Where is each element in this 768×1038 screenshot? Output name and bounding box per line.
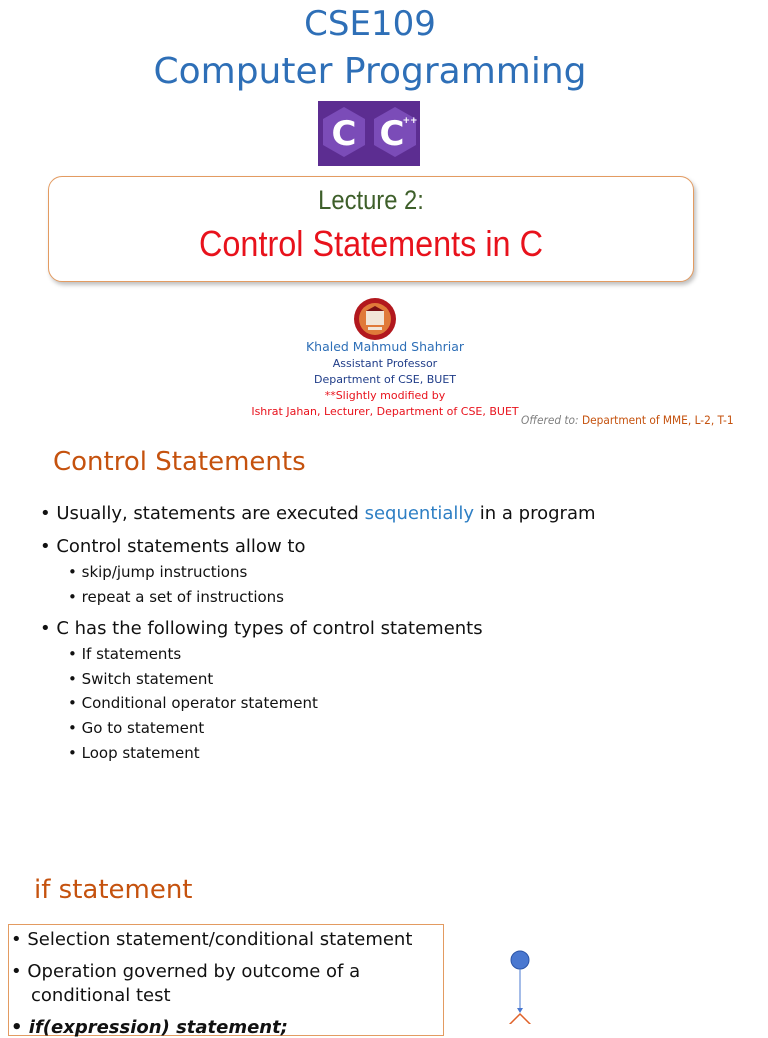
sub-bullet-text: repeat a set of instructions: [81, 588, 285, 606]
sub-bullet-text: Go to statement: [81, 719, 205, 737]
sub-bullet-text: Switch statement: [81, 670, 214, 688]
if-bullet-syntax: • if(expression) statement;: [11, 1017, 288, 1038]
course-name: Computer Programming: [153, 51, 587, 92]
bullet-sequential: • Usually, statements are executed sequentially in a program: [40, 503, 596, 524]
if-statement-heading: if statement: [34, 875, 193, 905]
if-statement-box: [8, 924, 444, 1036]
if-bullet-text: Selection statement/conditional statement: [27, 929, 413, 950]
lecture-number: Lecture 2:: [318, 185, 424, 215]
sub-bullet-text: If statements: [81, 645, 182, 663]
sub-bullet-text: Loop statement: [81, 744, 200, 762]
bullet-text: C has the following types of control statements: [56, 618, 483, 639]
if-syntax-text: if(expression) statement;: [28, 1017, 288, 1038]
offered-label: Offered to:: [521, 413, 579, 427]
buet-seal-icon: [353, 297, 397, 341]
if-bullet-continuation: [31, 985, 171, 1006]
logo-letter-cpp: C: [379, 114, 405, 154]
lecture-title-box: [48, 176, 694, 282]
modifier-credit: Ishrat Jahan, Lecturer, Department of CSE, BUET: [251, 405, 519, 418]
sub-bullet: • Loop statement: [68, 744, 200, 762]
bullet-control-allow: • Control statements allow to: [40, 536, 306, 557]
sub-bullet: • Go to statement: [68, 719, 205, 737]
if-bullet-text: Operation governed by outcome of a: [27, 961, 361, 982]
modification-note: **Slightly modified by: [324, 389, 446, 402]
offered-value: Department of MME, L-2, T-1: [581, 413, 734, 427]
bullet-text: in a program: [474, 503, 596, 524]
sub-bullet: • skip/jump instructions: [68, 563, 248, 581]
sub-bullet: • If statements: [68, 645, 182, 663]
lecture-title: Control Statements in C: [199, 223, 543, 264]
c-and-cpp-logo: [318, 101, 420, 166]
if-bullet-text: conditional test: [31, 985, 171, 1006]
sub-bullet-text: skip/jump instructions: [81, 563, 248, 581]
course-code: CSE109: [304, 4, 436, 44]
if-bullet: • Selection statement/conditional statement: [11, 929, 413, 950]
logo-letter-c: C: [331, 114, 357, 154]
sub-bullet: • repeat a set of instructions: [68, 588, 285, 606]
bullet-text: Usually, statements are executed: [56, 503, 365, 524]
author-name: Khaled Mahmud Shahriar: [305, 339, 465, 354]
if-bullet: • Operation governed by outcome of a: [11, 961, 361, 982]
logo-superscript: ++: [402, 116, 418, 126]
sub-bullet: • Switch statement: [68, 670, 214, 688]
bullet-types: • C has the following types of control statements: [40, 618, 483, 639]
author-role: Assistant Professor: [332, 357, 438, 370]
highlight-sequentially: sequentially: [364, 503, 475, 524]
bullet-text: Control statements allow to: [56, 536, 306, 557]
author-department: Department of CSE, BUET: [313, 373, 457, 386]
control-statements-heading: Control Statements: [53, 447, 306, 477]
flowchart-start-node-icon: [480, 940, 560, 1024]
offered-to: [521, 413, 734, 427]
sub-bullet-text: Conditional operator statement: [81, 694, 318, 712]
sub-bullet: • Conditional operator statement: [68, 694, 318, 712]
